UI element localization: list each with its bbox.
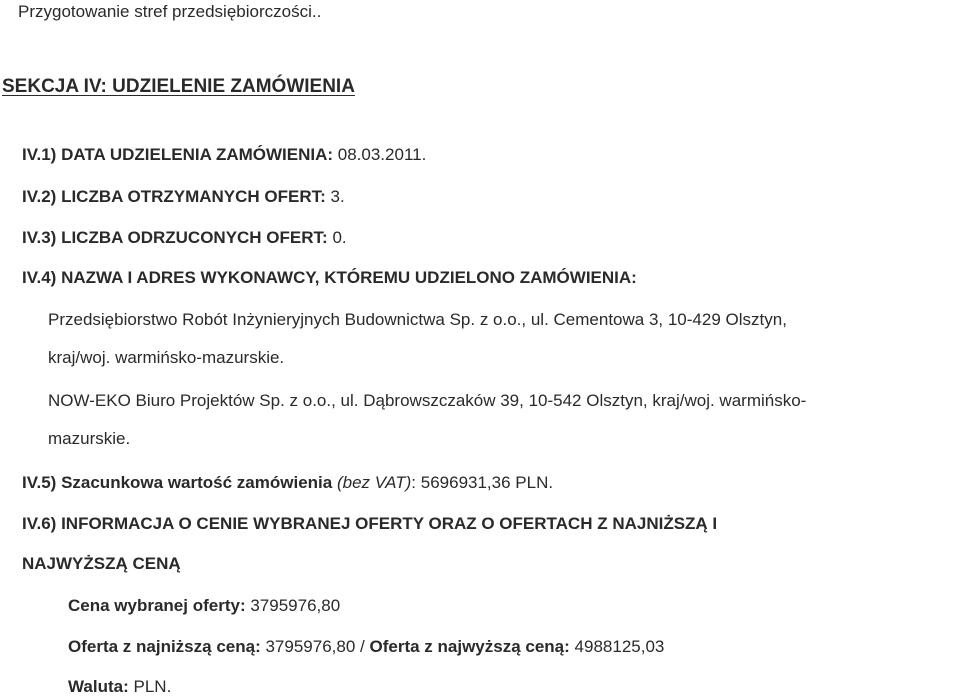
estimated-value-vat-note: (bez VAT) <box>336 473 412 492</box>
offers-received-value: 3. <box>330 187 345 206</box>
currency-value: PLN. <box>133 677 172 696</box>
offers-rejected-row <box>22 228 347 248</box>
lowest-highest-row <box>68 637 664 657</box>
contractor-2-line-1: NOW-EKO Biuro Projektów Sp. z o.o., ul. Dąbrowszczaków 39, 10-542 Olsztyn, kraj/woj. warmińsko- <box>48 391 807 410</box>
highest-offer-label: Oferta z najwyższą ceną: <box>369 637 570 656</box>
selected-offer-label: Cena wybranej oferty: <box>68 596 246 615</box>
lowest-offer-label: Oferta z najniższą ceną: <box>68 637 261 656</box>
offers-rejected-value: 0. <box>332 228 347 247</box>
lowest-offer-value: 3795976,80 <box>265 637 356 656</box>
intro-text: Przygotowanie stref przedsiębiorczości.. <box>18 2 322 21</box>
price-info-heading-line-2: NAJWYŻSZĄ CENĄ <box>22 554 181 573</box>
award-date-label: IV.1) DATA UDZIELENIA ZAMÓWIENIA: <box>22 145 334 164</box>
offers-received-row <box>22 187 345 207</box>
contractor-heading: IV.4) NAZWA I ADRES WYKONAWCY, KTÓREMU UDZIELONO ZAMÓWIENIA: <box>22 268 637 287</box>
section-title: SEKCJA IV: UDZIELENIE ZAMÓWIENIA <box>2 76 355 97</box>
selected-offer-row <box>68 596 340 616</box>
contractor-1-line-2: kraj/woj. warmińsko-mazurskie. <box>48 348 285 367</box>
estimated-value-label: IV.5) Szacunkowa wartość zamówienia <box>22 473 333 492</box>
contractor-1-line-1: Przedsiębiorstwo Robót Inżynieryjnych Budownictwa Sp. z o.o., ul. Cementowa 3, 10-429 Olsztyn, <box>48 310 787 329</box>
highest-offer-value: 4988125,03 <box>574 637 665 656</box>
offers-received-label: IV.2) LICZBA OTRZYMANYCH OFERT: <box>22 187 326 206</box>
award-date-value: 08.03.2011. <box>337 145 427 164</box>
currency-row <box>68 677 171 697</box>
currency-label: Waluta: <box>68 677 129 696</box>
estimated-value-colon: : <box>411 473 417 492</box>
estimated-value-amount: 5696931,36 PLN. <box>420 473 554 492</box>
award-date-row <box>22 145 426 165</box>
selected-offer-value: 3795976,80 <box>250 596 341 615</box>
price-info-heading-line-1: IV.6) INFORMACJA O CENIE WYBRANEJ OFERTY ORAZ O OFERTACH Z NAJNIŻSZĄ I <box>22 514 718 533</box>
estimated-value-row <box>22 473 553 493</box>
contractor-2-line-2: mazurskie. <box>48 429 131 448</box>
offer-separator: / <box>360 637 365 656</box>
offers-rejected-label: IV.3) LICZBA ODRZUCONYCH OFERT: <box>22 228 328 247</box>
